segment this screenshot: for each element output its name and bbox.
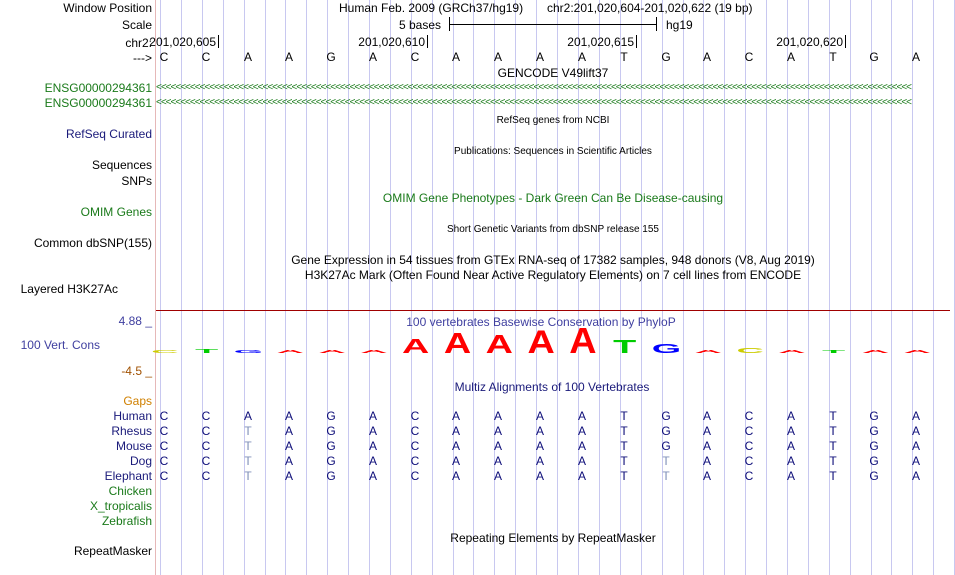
- alignment-base: A: [535, 409, 544, 423]
- h3k27ac-signal-line: [156, 310, 950, 311]
- gene-feature-2[interactable]: <<<<<<<<<<<<<<<<<<<<<<<<<<<<<<<<<<<<<<<<<<<<<<<<<<<<<<<<<<<<<<<<<<<<<<<<<<<<<<<<<<<<<<<<<<<<<<<<<<<<<<<<<<<<<<<<<<<<<<<<<<<<<<<<<<<<<<<<<<<<<<<<<<<<<<<<<<<<: [156, 97, 912, 108]
- alignment-base: A: [702, 454, 711, 468]
- alignment-base: T: [244, 454, 252, 468]
- strand-label: --->: [133, 51, 152, 65]
- track-area: [149, 0, 950, 575]
- conservation-letter: A: [694, 349, 722, 354]
- alignment-base: G: [661, 424, 671, 438]
- alignment-base: A: [243, 409, 252, 423]
- alignment-base: T: [829, 439, 837, 453]
- gene-label-1[interactable]: ENSG00000294361: [44, 81, 152, 95]
- alignment-base: A: [284, 454, 293, 468]
- alignment-base: A: [493, 424, 502, 438]
- conservation-letter: T: [195, 348, 219, 355]
- conservation-letter: A: [778, 349, 806, 354]
- conservation-letter: G: [233, 349, 264, 354]
- conservation-letter: A: [527, 324, 555, 361]
- scale-bar-right-tick: [656, 17, 657, 31]
- alignment-base: A: [368, 409, 377, 423]
- dbsnp-track-title: Short Genetic Variants from dbSNP release 155: [447, 224, 659, 235]
- alignment-base: A: [911, 454, 920, 468]
- alignment-base: A: [451, 439, 460, 453]
- window-position-label: Window Position: [63, 1, 152, 15]
- gaps-label[interactable]: Gaps: [123, 394, 152, 408]
- snps-label[interactable]: SNPs: [121, 174, 152, 188]
- alignment-base: T: [620, 469, 628, 483]
- alignment-base: C: [744, 424, 754, 438]
- omim-label[interactable]: OMIM Genes: [80, 205, 152, 219]
- alignment-base: C: [201, 469, 211, 483]
- conservation-letter: G: [651, 341, 682, 356]
- alignment-base: C: [410, 409, 420, 423]
- alignment-base: A: [451, 469, 460, 483]
- alignment-base: C: [159, 409, 169, 423]
- alignment-base: A: [911, 409, 920, 423]
- sequence-base: T: [620, 50, 628, 64]
- species-label[interactable]: Zebrafish: [101, 514, 152, 528]
- alignment-base: T: [829, 454, 837, 468]
- alignment-base: A: [284, 409, 293, 423]
- conservation-letter: A: [861, 349, 890, 354]
- alignment-base: C: [201, 439, 211, 453]
- alignment-base: T: [620, 424, 628, 438]
- alignment-base: A: [493, 454, 502, 468]
- alignment-base: A: [702, 424, 711, 438]
- conservation-letter: T: [822, 349, 846, 354]
- sequence-base: A: [577, 50, 586, 64]
- alignment-base: A: [451, 424, 460, 438]
- scale-text: 5 bases: [399, 18, 442, 32]
- species-label[interactable]: Mouse: [115, 439, 152, 453]
- alignment-base: A: [786, 424, 795, 438]
- sequence-base: G: [661, 50, 671, 64]
- species-label[interactable]: Human: [113, 409, 152, 423]
- alignment-base: A: [786, 454, 795, 468]
- gene-label-2[interactable]: ENSG00000294361: [44, 96, 152, 110]
- multiz-track-title: Multiz Alignments of 100 Vertebrates: [454, 380, 650, 394]
- sequence-base: A: [451, 50, 460, 64]
- sequence-base: C: [410, 50, 420, 64]
- publications-track-title: Publications: Sequences in Scientific Articles: [454, 146, 652, 157]
- alignment-base: A: [702, 409, 711, 423]
- alignment-base: C: [410, 469, 420, 483]
- sequence-base: A: [368, 50, 377, 64]
- alignment-base: A: [911, 469, 920, 483]
- alignment-base: A: [702, 469, 711, 483]
- conservation-letter: A: [443, 327, 472, 360]
- ruler-tick-mark: [218, 35, 219, 48]
- alignment-base: A: [577, 409, 586, 423]
- alignment-base: T: [620, 439, 628, 453]
- assembly-title: Human Feb. 2009 (GRCh37/hg19): [339, 1, 524, 15]
- ruler-tick-label: 201,020,620: [776, 35, 843, 49]
- vert-cons-label[interactable]: 100 Vert. Cons: [20, 338, 100, 352]
- alignment-base: G: [869, 424, 879, 438]
- alignment-base: G: [326, 454, 336, 468]
- omim-track-title: OMIM Gene Phenotypes - Dark Green Can Be Disease-causing: [382, 191, 724, 205]
- species-label[interactable]: Chicken: [108, 484, 152, 498]
- gene-feature-1[interactable]: <<<<<<<<<<<<<<<<<<<<<<<<<<<<<<<<<<<<<<<<<<<<<<<<<<<<<<<<<<<<<<<<<<<<<<<<<<<<<<<<<<<<<<<<<<<<<<<<<<<<<<<<<<<<<<<<<<<<<<<<<<<<<<<<<<<<<<<<<<<<<<<<<<<<<<<<<<<<: [156, 82, 912, 93]
- sequence-base: G: [869, 50, 879, 64]
- ruler-tick-label: 201,020,610: [358, 35, 425, 49]
- sequence-base: A: [284, 50, 293, 64]
- alignment-base: A: [911, 424, 920, 438]
- alignment-base: C: [744, 469, 754, 483]
- sequence-base: C: [744, 50, 754, 64]
- conservation-letter: T: [613, 337, 637, 358]
- alignment-base: C: [201, 424, 211, 438]
- sequence-base: G: [326, 50, 336, 64]
- sequence-base: C: [159, 50, 169, 64]
- alignment-base: G: [869, 439, 879, 453]
- alignment-base: T: [244, 424, 252, 438]
- common-dbsnp-label[interactable]: Common dbSNP(155): [33, 236, 152, 250]
- ruler-tick-label: 201,020,615: [567, 35, 634, 49]
- alignment-base: C: [201, 454, 211, 468]
- alignment-base: G: [869, 469, 879, 483]
- alignment-base: C: [159, 454, 169, 468]
- species-label[interactable]: Elephant: [104, 469, 152, 483]
- alignment-base: A: [577, 454, 586, 468]
- alignment-base: A: [368, 439, 377, 453]
- refseq-track-title: RefSeq genes from NCBI: [496, 115, 610, 126]
- alignment-base: A: [284, 424, 293, 438]
- alignment-base: C: [159, 424, 169, 438]
- alignment-base: G: [326, 469, 336, 483]
- h3k27ac-track-title: H3K27Ac Mark (Often Found Near Active Regulatory Elements) on 7 cell lines from ENCODE: [304, 268, 802, 282]
- alignment-base: C: [159, 439, 169, 453]
- scale-bar-left-tick: [449, 17, 450, 31]
- alignment-base: G: [869, 454, 879, 468]
- alignment-base: T: [829, 469, 837, 483]
- alignment-base: A: [535, 454, 544, 468]
- sequences-label[interactable]: Sequences: [91, 158, 152, 172]
- alignment-base: C: [410, 454, 420, 468]
- track-label-column: [0, 0, 155, 575]
- ruler-tick-label: 201,020,605: [149, 35, 216, 49]
- alignment-base: T: [620, 409, 628, 423]
- sequence-base: A: [243, 50, 252, 64]
- conservation-letter: C: [736, 346, 764, 355]
- alignment-base: T: [829, 409, 837, 423]
- alignment-base: A: [284, 439, 293, 453]
- cons-min-label: -4.5 _: [121, 364, 152, 378]
- alignment-base: A: [786, 469, 795, 483]
- conservation-letter: C: [151, 349, 179, 354]
- alignment-base: T: [662, 454, 670, 468]
- refseq-label[interactable]: RefSeq Curated: [65, 127, 152, 141]
- alignment-base: G: [326, 424, 336, 438]
- alignment-base: G: [661, 409, 671, 423]
- alignment-base: C: [744, 439, 754, 453]
- alignment-base: T: [662, 469, 670, 483]
- alignment-base: A: [368, 454, 377, 468]
- conservation-letter: A: [485, 330, 513, 359]
- alignment-base: A: [786, 439, 795, 453]
- species-label[interactable]: Rhesus: [111, 424, 152, 438]
- gencode-track-title: GENCODE V49lift37: [497, 66, 609, 80]
- alignment-base: A: [911, 439, 920, 453]
- alignment-base: A: [702, 439, 711, 453]
- alignment-base: G: [326, 409, 336, 423]
- alignment-base: C: [201, 409, 211, 423]
- scale-db: hg19: [666, 18, 693, 32]
- sequence-base: T: [829, 50, 837, 64]
- alignment-base: A: [451, 409, 460, 423]
- alignment-base: A: [535, 439, 544, 453]
- species-label[interactable]: Dog: [129, 454, 152, 468]
- conservation-letter: A: [402, 335, 430, 358]
- alignment-base: A: [493, 439, 502, 453]
- alignment-base: A: [786, 409, 795, 423]
- alignment-base: A: [535, 424, 544, 438]
- alignment-base: G: [661, 439, 671, 453]
- alignment-base: A: [451, 454, 460, 468]
- alignment-base: A: [493, 469, 502, 483]
- chrom-label: chr2:: [125, 36, 152, 50]
- alignment-base: G: [326, 439, 336, 453]
- alignment-base: A: [577, 469, 586, 483]
- gtex-track-title: Gene Expression in 54 tissues from GTEx RNA-seq of 17382 samples, 948 donors (V8, Aug 2019): [291, 253, 815, 267]
- alignment-base: A: [577, 439, 586, 453]
- alignment-base: T: [244, 469, 252, 483]
- sequence-base: A: [535, 50, 544, 64]
- alignment-base: T: [829, 424, 837, 438]
- sequence-base: A: [786, 50, 795, 64]
- sequence-base: A: [702, 50, 711, 64]
- ruler-tick-mark: [845, 35, 846, 48]
- alignment-base: A: [284, 469, 293, 483]
- conservation-letter: A: [360, 348, 388, 355]
- rmsk-track-title: Repeating Elements by RepeatMasker: [450, 531, 656, 545]
- alignment-base: T: [620, 454, 628, 468]
- alignment-base: C: [744, 454, 754, 468]
- conservation-letter: A: [903, 349, 931, 354]
- alignment-base: A: [577, 424, 586, 438]
- alignment-base: A: [493, 409, 502, 423]
- alignment-base: T: [244, 439, 252, 453]
- conservation-letter: A: [318, 349, 346, 354]
- sequence-base: A: [911, 50, 920, 64]
- species-label[interactable]: X_tropicalis: [89, 499, 152, 513]
- ruler-tick-mark: [636, 35, 637, 48]
- alignment-base: A: [368, 469, 377, 483]
- conservation-letter: A: [276, 349, 304, 354]
- alignment-base: C: [410, 439, 420, 453]
- alignment-base: G: [869, 409, 879, 423]
- cons-max-label: 4.88 _: [118, 314, 152, 328]
- sequence-base: C: [201, 50, 211, 64]
- h3k27ac-label[interactable]: Layered H3K27Ac: [20, 282, 118, 296]
- alignment-base: C: [159, 469, 169, 483]
- phylop-track-title: 100 vertebrates Basewise Conservation by PhyloP: [406, 315, 676, 329]
- ruler-tick-mark: [427, 35, 428, 48]
- alignment-base: A: [535, 469, 544, 483]
- sequence-base: A: [493, 50, 502, 64]
- alignment-base: C: [744, 409, 754, 423]
- scale-bar: [449, 24, 657, 25]
- alignment-base: A: [368, 424, 377, 438]
- position-title: chr2:201,020,604-201,020,622 (19 bp): [547, 1, 753, 15]
- conservation-letter: A: [569, 319, 597, 361]
- scale-label: Scale: [121, 18, 152, 32]
- alignment-base: C: [410, 424, 420, 438]
- repeatmasker-label[interactable]: RepeatMasker: [73, 544, 152, 558]
